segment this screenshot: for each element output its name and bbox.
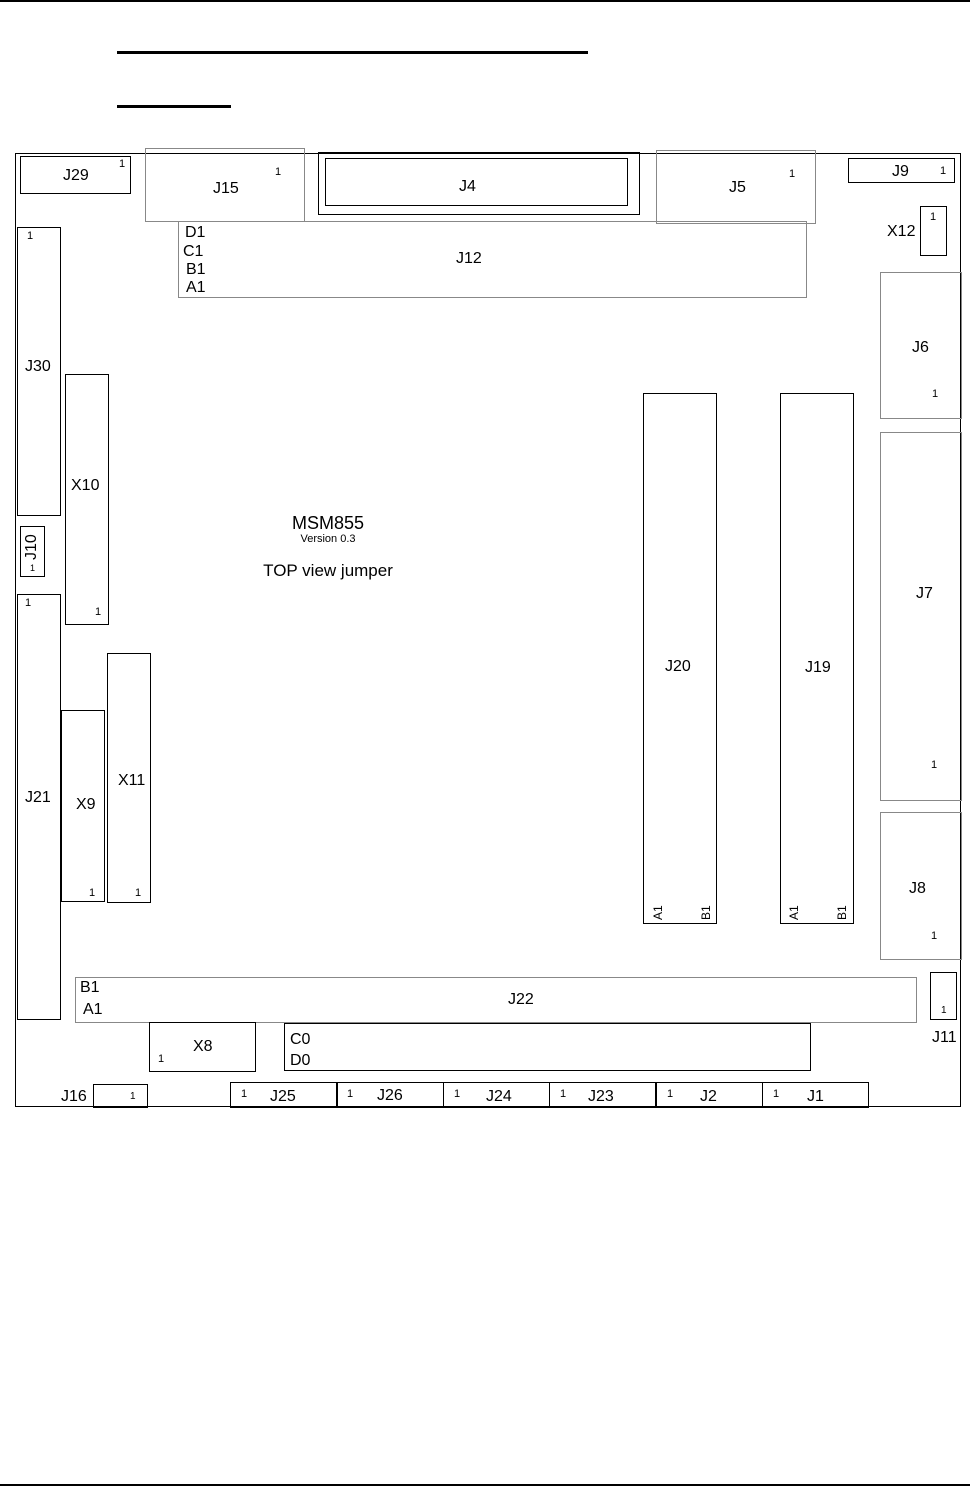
- connector-j6-pin1: 1: [932, 388, 939, 400]
- connector-j24-label: J24: [486, 1088, 512, 1105]
- jumper-j16-label: J16: [61, 1088, 87, 1105]
- board-version: Version 0.3: [300, 533, 356, 545]
- jumper-x12-pin1: 1: [930, 211, 937, 223]
- connector-j21: [17, 594, 61, 1020]
- connector-j22-row-b1: B1: [80, 979, 100, 996]
- connector-j12: [178, 221, 807, 298]
- jumper-j10-pin1: 1: [30, 563, 36, 573]
- connector-j7: [880, 432, 962, 801]
- heading-underline-short: [117, 105, 231, 108]
- jumper-x11-pin1: 1: [135, 887, 142, 899]
- connector-j12-row-a1: A1: [186, 279, 206, 296]
- connector-j29-label: J29: [63, 167, 89, 184]
- connector-j26-pin1: 1: [347, 1088, 354, 1100]
- connector-j22: [75, 977, 917, 1023]
- connector-c0-d0: [284, 1023, 811, 1071]
- jumper-x8-label: X8: [193, 1038, 213, 1055]
- connector-row-d0: D0: [290, 1052, 311, 1069]
- connector-row-c0: C0: [290, 1031, 311, 1048]
- connector-j21-label: J21: [25, 789, 51, 806]
- connector-j8-label: J8: [909, 880, 926, 897]
- connector-j4-label: J4: [459, 178, 476, 195]
- connector-j12-label: J12: [456, 250, 482, 267]
- connector-j22-label: J22: [508, 991, 534, 1008]
- jumper-x10-label: X10: [71, 477, 100, 494]
- connector-j21-pin1: 1: [25, 597, 32, 609]
- jumper-x9-label: X9: [76, 796, 96, 813]
- connector-j19-label: J19: [805, 659, 831, 676]
- connector-j20-label: J20: [665, 658, 691, 675]
- jumper-j10-label: J10: [23, 534, 40, 560]
- heading-underline-long: [117, 51, 588, 54]
- connector-j12-row-b1: B1: [186, 261, 206, 278]
- connector-j25-label: J25: [270, 1088, 296, 1105]
- connector-j24-pin1: 1: [454, 1088, 461, 1100]
- connector-j4-inner: [325, 158, 628, 206]
- connector-j20-pin-b1: B1: [699, 905, 713, 920]
- connector-j8-pin1: 1: [931, 930, 938, 942]
- connector-j12-row-c1: C1: [183, 243, 204, 260]
- connector-j19-pin-a1: A1: [787, 905, 801, 920]
- connector-j20-pin-a1: A1: [651, 905, 665, 920]
- board-view-label: TOP view jumper: [263, 561, 393, 580]
- connector-j2-label: J2: [700, 1088, 717, 1105]
- jumper-x11-label: X11: [118, 772, 146, 789]
- connector-j15-pin1: 1: [275, 166, 282, 178]
- jumper-x9-pin1: 1: [89, 887, 96, 899]
- jumper-x12-label: X12: [887, 223, 916, 240]
- connector-j26-label: J26: [377, 1087, 403, 1104]
- connector-j19-pin-b1: B1: [835, 905, 849, 920]
- jumper-x8-pin1: 1: [158, 1053, 165, 1065]
- connector-j7-label: J7: [916, 585, 933, 602]
- connector-j12-row-d1: D1: [185, 224, 206, 241]
- connector-j9-label: J9: [892, 163, 909, 180]
- connector-j1-pin1: 1: [773, 1088, 780, 1100]
- board-title: MSM855: [291, 513, 365, 533]
- page-top-rule: [0, 0, 970, 2]
- jumper-j11-label: J11: [932, 1029, 957, 1046]
- connector-j23-pin1: 1: [560, 1088, 567, 1100]
- connector-j5-label: J5: [729, 179, 746, 196]
- connector-j9-pin1: 1: [940, 165, 947, 177]
- jumper-j16-pin1: 1: [130, 1091, 136, 1102]
- connector-j22-row-a1: A1: [83, 1001, 103, 1018]
- page-bottom-rule: [0, 1484, 970, 1486]
- jumper-x10-pin1: 1: [95, 606, 102, 618]
- connector-j1-label: J1: [807, 1088, 824, 1105]
- connector-j25-pin1: 1: [241, 1088, 248, 1100]
- connector-j30-pin1: 1: [27, 230, 34, 242]
- jumper-j16: [93, 1084, 148, 1108]
- connector-j6-label: J6: [912, 339, 929, 356]
- jumper-x10: [65, 374, 109, 625]
- connector-j29-pin1: 1: [119, 158, 126, 170]
- connector-j5-pin1: 1: [789, 168, 796, 180]
- connector-j23-label: J23: [588, 1088, 614, 1105]
- connector-j15-label: J15: [213, 180, 239, 197]
- jumper-j11-pin1: 1: [941, 1005, 947, 1016]
- connector-j7-pin1: 1: [931, 759, 938, 771]
- connector-j30-label: J30: [25, 358, 51, 375]
- connector-j2-pin1: 1: [667, 1088, 674, 1100]
